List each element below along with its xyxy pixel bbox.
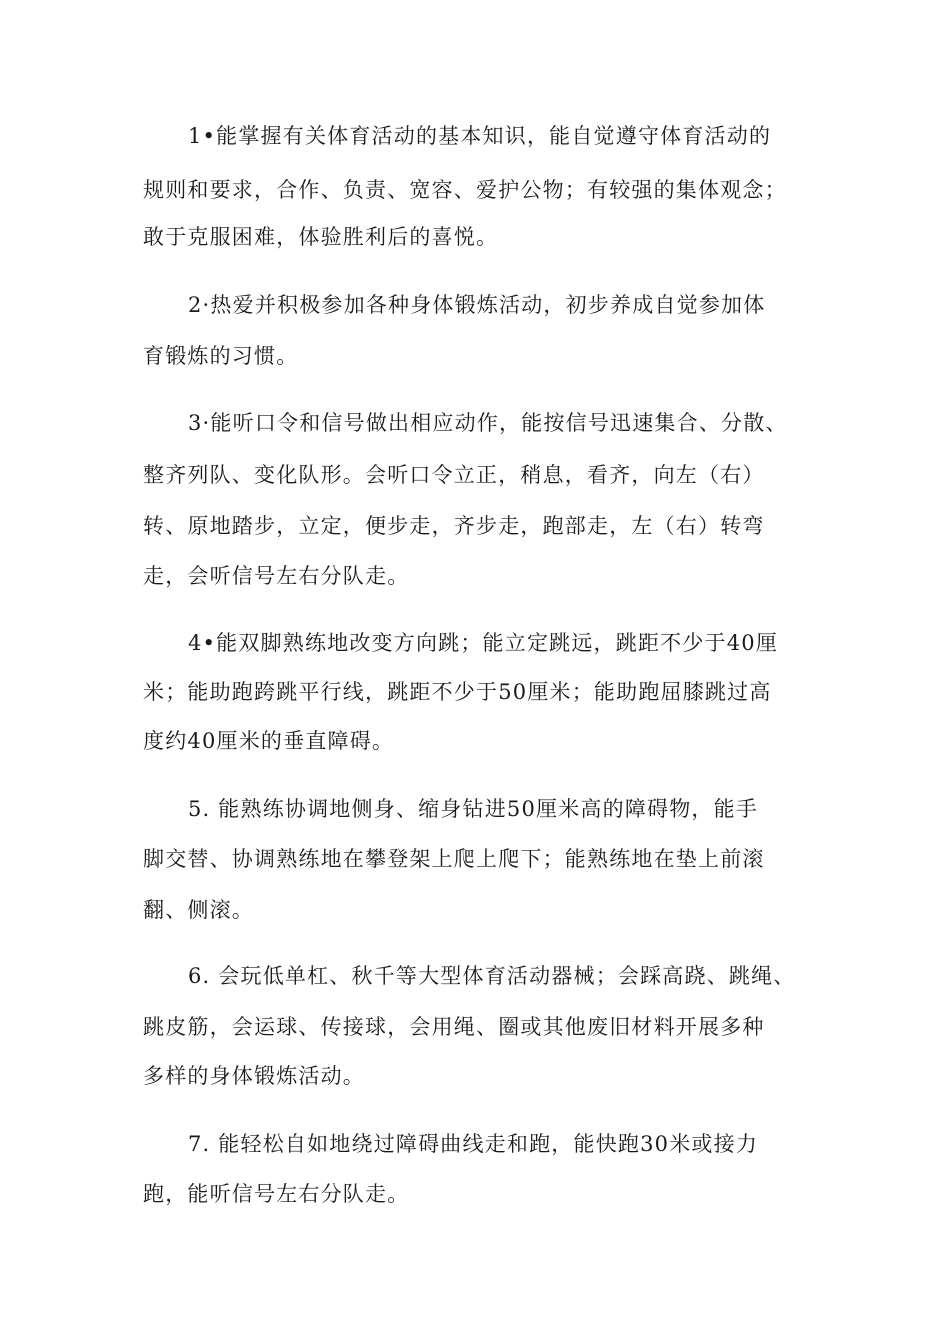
item-3-line-1: 3·能听口令和信号做出相应动作，能按信号迅速集合、分散、 bbox=[188, 411, 788, 435]
item-6-line-2: 跳皮筋，会运球、传接球，会用绳、圈或其他废旧材料开展多种 bbox=[143, 1015, 765, 1039]
item-2-line-1: 2·热爱并积极参加各种身体锻炼活动，初步养成自觉参加体 bbox=[188, 293, 766, 317]
item-1-line-3: 敢于克服困难，体验胜利后的喜悦。 bbox=[143, 225, 499, 249]
item-6-line-3: 多样的身体锻炼活动。 bbox=[143, 1064, 365, 1088]
item-3-line-4: 走，会听信号左右分队走。 bbox=[143, 564, 410, 588]
item-1-line-2: 规则和要求，合作、负责、宽容、爱护公物；有较强的集体观念； bbox=[143, 178, 787, 202]
item-1-line-1: 1•能掌握有关体育活动的基本知识，能自觉遵守体育活动的 bbox=[188, 124, 772, 148]
item-4-line-1: 4•能双脚熟练地改变方向跳；能立定跳远，跳距不少于40厘 bbox=[188, 631, 779, 655]
item-3-line-2: 整齐列队、变化队形。会听口令立正，稍息，看齐，向左（右） bbox=[143, 463, 765, 487]
item-2-line-2: 育锻炼的习惯。 bbox=[143, 344, 299, 368]
item-5-line-2: 脚交替、协调熟练地在攀登架上爬上爬下；能熟练地在垫上前滚 bbox=[143, 847, 765, 871]
item-5-line-1: 5. 能熟练协调地侧身、缩身钻进50厘米高的障碍物，能手 bbox=[188, 797, 759, 821]
item-7-line-2: 跑，能听信号左右分队走。 bbox=[143, 1182, 410, 1206]
item-4-line-2: 米；能助跑跨跳平行线，跳距不少于50厘米；能助跑屈膝跳过高 bbox=[143, 680, 772, 704]
item-4-line-3: 度约40厘米的垂直障碍。 bbox=[143, 729, 395, 753]
item-6-line-1: 6. 会玩低单杠、秋千等大型体育活动器械；会踩高跷、跳绳、 bbox=[188, 964, 796, 988]
item-7-line-1: 7. 能轻松自如地绕过障碍曲线走和跑，能快跑30米或接力 bbox=[188, 1132, 759, 1156]
item-5-line-3: 翻、侧滚。 bbox=[143, 898, 254, 922]
item-3-line-3: 转、原地踏步，立定，便步走，齐步走，跑部走，左（右）转弯 bbox=[143, 514, 765, 538]
